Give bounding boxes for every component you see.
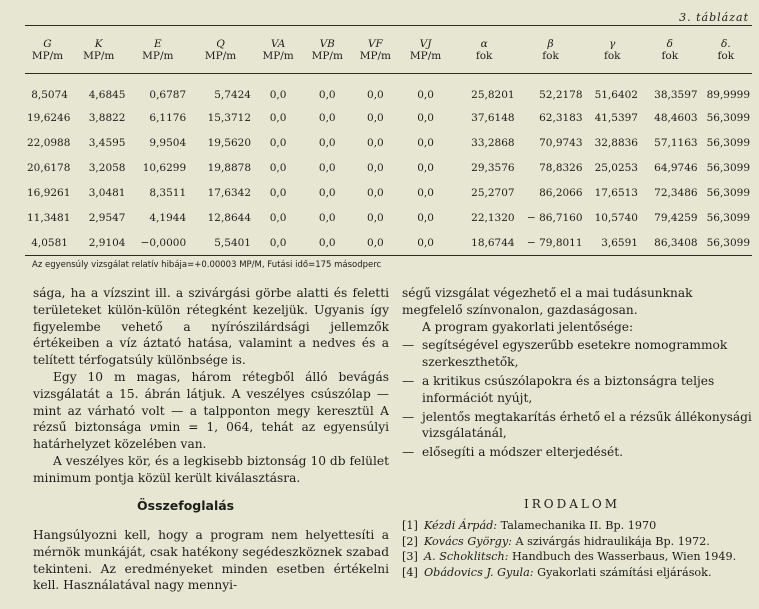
paragraph: Egy 10 m magas, három rétegből álló bevágás vizsgálatát a 15. ábrán látjuk. A veszélyes csúszólap — mint az várható volt — a talpponton megy keresztül A rézsű biztonsága νmin = 1, 064, tehát az egyensúlyi határhelyzet közelében van. bbox=[33, 369, 389, 452]
table-cell: 16,9261 bbox=[27, 186, 71, 199]
table-cell: 5,7424 bbox=[214, 89, 251, 101]
table-cell: 0,0 bbox=[318, 211, 336, 224]
column-header bbox=[188, 31, 253, 69]
table-cell: 0,0 bbox=[417, 111, 434, 124]
table-cell: 25,2707 bbox=[471, 186, 515, 199]
table-cell: 19,6246 bbox=[27, 111, 71, 124]
table-cell: 4,1944 bbox=[149, 211, 187, 224]
table-row bbox=[25, 69, 752, 105]
table-cell: 56,3099 bbox=[706, 186, 750, 199]
table-cell: − 86,7160 bbox=[526, 211, 583, 224]
table-cell: 15,3712 bbox=[207, 111, 251, 124]
list-item: — elősegíti a módszer elterjedését. bbox=[402, 445, 623, 460]
table-cell: 0,0 bbox=[417, 186, 434, 199]
column-unit: fok bbox=[603, 50, 621, 62]
column-symbol: G bbox=[43, 38, 52, 50]
table-cell: 56,3099 bbox=[706, 161, 750, 174]
reference-item: [1] Kézdi Árpád: Talamechanika II. Bp. 1970 bbox=[402, 519, 657, 532]
references-list bbox=[402, 519, 752, 581]
column-unit: MP/m bbox=[83, 50, 115, 62]
column-header bbox=[640, 31, 700, 69]
table-cell: 4,6845 bbox=[88, 89, 126, 101]
paragraph: sága, ha a vízszint ill. a szivárgási görbe alatti és feletti területeket külön-külön rétegként kezeljük. Ugyanis így figyelembe vehető a nyírószilárdsági jellemzők értékeiben a víz áztató hatása, valamint a nedves és a telített térfogatsúly különbsége is. bbox=[33, 286, 389, 368]
table-cell: 17,6513 bbox=[594, 186, 638, 199]
table-row bbox=[25, 180, 752, 205]
table-cell: 11,3481 bbox=[27, 211, 71, 224]
table-cell: 0,0 bbox=[417, 136, 434, 149]
table-cell: 0,0 bbox=[367, 236, 384, 249]
column-unit: MP/m bbox=[142, 50, 174, 62]
table-cell: 3,8822 bbox=[88, 111, 126, 124]
table-cell: 0,0 bbox=[269, 236, 287, 249]
column-unit: MP/m bbox=[409, 50, 442, 62]
table-cell: 20,6178 bbox=[27, 161, 71, 174]
column-header bbox=[399, 31, 451, 69]
table-cell: 0,0 bbox=[367, 111, 384, 124]
paragraph: A program gyakorlati jelentősége: bbox=[422, 319, 634, 334]
column-header bbox=[303, 31, 351, 69]
table-cell: 12,8644 bbox=[207, 211, 251, 224]
table-cell: 0,0 bbox=[367, 186, 384, 199]
column-symbol: α bbox=[480, 38, 488, 50]
table-cell: 0,0 bbox=[318, 136, 336, 149]
table-cell: 72,3486 bbox=[654, 186, 698, 199]
reference-item: [4] Obádovics J. Gyula: Gyakorlati számítási eljárások. bbox=[402, 565, 712, 579]
table-cell: 6,1176 bbox=[149, 111, 187, 124]
table-cell: 0,0 bbox=[318, 186, 336, 199]
table-cell: 0,0 bbox=[417, 89, 434, 101]
table-cell: − 79,8011 bbox=[526, 236, 583, 249]
table-body bbox=[25, 69, 752, 255]
table-cell: 4,0581 bbox=[31, 236, 68, 249]
table-cell: 8,5074 bbox=[31, 89, 68, 101]
column-unit: fok bbox=[542, 50, 559, 62]
list-item: — segítségével egyszerűbb esetekre nomogrammok szerkeszthetők, bbox=[402, 338, 728, 370]
column-header bbox=[585, 31, 640, 69]
table-cell: 25,8201 bbox=[471, 89, 515, 101]
table-cell: 0,0 bbox=[269, 136, 287, 149]
column-unit: MP/m bbox=[204, 50, 237, 62]
column-header bbox=[351, 31, 399, 69]
table-cell: −0,0000 bbox=[140, 236, 187, 249]
list-item: — jelentős megtakarítás érhető el a rézsűk állékonysági vizsgálatánál, bbox=[402, 409, 752, 441]
column-header bbox=[253, 31, 303, 69]
column-header bbox=[25, 31, 70, 69]
table-cell: 8,3511 bbox=[149, 186, 187, 199]
column-symbol: VF bbox=[367, 38, 383, 50]
table-cell: 57,1163 bbox=[654, 136, 698, 149]
table-row bbox=[25, 205, 752, 230]
table-cell: 0,0 bbox=[417, 161, 434, 174]
table-cell: 0,0 bbox=[318, 236, 336, 249]
table-cell: 2,9104 bbox=[88, 236, 126, 249]
column-symbol: E bbox=[153, 38, 162, 50]
table-cell: 3,6591 bbox=[601, 236, 638, 249]
column-symbol: β bbox=[547, 38, 554, 50]
table-bottom-rule bbox=[25, 255, 752, 256]
table-cell: 64,9746 bbox=[654, 161, 698, 174]
column-unit: fok bbox=[661, 50, 679, 62]
table-cell: 32,8836 bbox=[594, 136, 638, 149]
table-cell: 51,6402 bbox=[594, 89, 638, 101]
table-cell: 0,0 bbox=[417, 236, 434, 249]
table-cell: 70,9743 bbox=[539, 136, 583, 149]
table-caption: 3. táblázat bbox=[679, 11, 749, 24]
table-cell: 22,0988 bbox=[27, 136, 71, 149]
table-cell: 33,2868 bbox=[471, 136, 515, 149]
table-cell: 19,8878 bbox=[207, 161, 251, 174]
table-cell: 22,1320 bbox=[471, 211, 515, 224]
table-cell: 38,3597 bbox=[654, 89, 698, 101]
column-unit: MP/m bbox=[311, 50, 343, 62]
column-header bbox=[70, 31, 128, 69]
column-symbol: VB bbox=[319, 38, 335, 50]
table-cell: 41,5397 bbox=[594, 111, 638, 124]
column-unit: MP/m bbox=[359, 50, 392, 62]
table-cell: 52,2178 bbox=[539, 89, 583, 101]
table-cell: 0,0 bbox=[417, 211, 434, 224]
list-item: — a kritikus csúszólapokra és a biztonságra teljes információt nyújt, bbox=[402, 373, 715, 405]
table-cell: 3,4595 bbox=[88, 136, 126, 149]
paragraph: Hangsúlyozni kell, hogy a program nem helyettesíti a mérnök munkáját, csak hatékony segédeszköznek szabad tekinteni. Az eredményeket minden esetben értékelni kell. Használatával nagy mennyi- bbox=[33, 528, 389, 593]
table-cell: 62,3183 bbox=[539, 111, 583, 124]
paragraph: A veszélyes kör, és a legkisebb biztonság 10 db felület minimum pontja közül került kiválasztásra. bbox=[33, 453, 389, 485]
table-cell: 9,9504 bbox=[149, 136, 187, 149]
table-cell: 0,6787 bbox=[149, 89, 187, 101]
table-cell: 3,0481 bbox=[88, 186, 126, 199]
summary-block bbox=[33, 527, 389, 594]
column-symbol: K bbox=[94, 38, 103, 50]
column-header bbox=[128, 31, 189, 69]
column-unit: MP/m bbox=[262, 50, 294, 62]
table-cell: 0,0 bbox=[367, 89, 384, 101]
table-cell: 56,3099 bbox=[706, 211, 750, 224]
table-cell: 0,0 bbox=[318, 89, 336, 101]
table-cell: 86,2066 bbox=[539, 186, 583, 199]
table-cell: 0,0 bbox=[318, 161, 336, 174]
table-cell: 37,6148 bbox=[471, 111, 515, 124]
results-table bbox=[25, 31, 752, 255]
table-cell: 18,6744 bbox=[471, 236, 515, 249]
reference-item: [2] Kovács György: A szivárgás hidraulikája Bp. 1972. bbox=[402, 534, 710, 548]
column-header bbox=[700, 31, 752, 69]
column-symbol: γ bbox=[609, 38, 616, 50]
left-column bbox=[33, 285, 389, 487]
table-cell: 48,4603 bbox=[654, 111, 698, 124]
column-unit: fok bbox=[475, 50, 493, 62]
table-cell: 79,4259 bbox=[654, 211, 698, 224]
table-cell: 25,0253 bbox=[594, 161, 638, 174]
table-cell: 56,3099 bbox=[706, 111, 750, 124]
table-footnote: Az egyensúly vizsgálat relatív hibája=+0.00003 MP/M, Futási idő=175 másodperc bbox=[32, 260, 382, 270]
table-cell: 0,0 bbox=[269, 211, 287, 224]
table-cell: 29,3576 bbox=[471, 161, 515, 174]
table-cell: 89,9999 bbox=[706, 89, 750, 101]
references-heading: IRODALOM bbox=[524, 497, 620, 511]
table-cell: 17,6342 bbox=[207, 186, 251, 199]
column-symbol: δ. bbox=[720, 38, 731, 50]
table-header-row bbox=[25, 31, 752, 69]
table-cell: 3,2058 bbox=[88, 161, 126, 174]
table-cell: 2,9547 bbox=[88, 211, 126, 224]
table-cell: 0,0 bbox=[269, 186, 287, 199]
right-column bbox=[402, 285, 752, 461]
table-cell: 0,0 bbox=[269, 89, 287, 101]
column-symbol: Q bbox=[216, 38, 225, 50]
column-header bbox=[517, 31, 585, 69]
table-cell: 10,6299 bbox=[142, 161, 187, 174]
table-cell: 56,3099 bbox=[706, 136, 750, 149]
table-row bbox=[25, 105, 752, 130]
table-cell: 0,0 bbox=[367, 211, 384, 224]
column-unit: fok bbox=[717, 50, 735, 62]
column-symbol: VA bbox=[270, 38, 286, 50]
table-cell: 78,8326 bbox=[539, 161, 583, 174]
table-cell: 86,3408 bbox=[654, 236, 698, 249]
table-cell: 0,0 bbox=[367, 161, 384, 174]
table-cell: 0,0 bbox=[367, 136, 384, 149]
table-cell: 56,3099 bbox=[706, 236, 750, 249]
table-cell: 0,0 bbox=[269, 161, 287, 174]
table-cell: 0,0 bbox=[318, 111, 336, 124]
column-header bbox=[452, 31, 517, 69]
table-top-rule bbox=[25, 25, 752, 26]
column-symbol: δ bbox=[666, 38, 673, 50]
section-heading: Összefoglalás bbox=[137, 498, 235, 513]
table-cell: 5,5401 bbox=[214, 236, 251, 249]
column-symbol: VJ bbox=[419, 38, 432, 50]
reference-item: [3] A. Schoklitsch: Handbuch des Wasserbaus, Wien 1949. bbox=[402, 550, 737, 564]
table-cell: 10,5740 bbox=[594, 211, 638, 224]
table-row bbox=[25, 130, 752, 155]
table-cell: 0,0 bbox=[269, 111, 287, 124]
table-row bbox=[25, 230, 752, 255]
table-cell: 19,5620 bbox=[207, 136, 251, 149]
column-unit: MP/m bbox=[31, 50, 64, 62]
table-row bbox=[25, 155, 752, 180]
paragraph: ségű vizsgálat végezhető el a mai tudásunknak megfelelő színvonalon, gazdaságosan. bbox=[402, 286, 693, 317]
